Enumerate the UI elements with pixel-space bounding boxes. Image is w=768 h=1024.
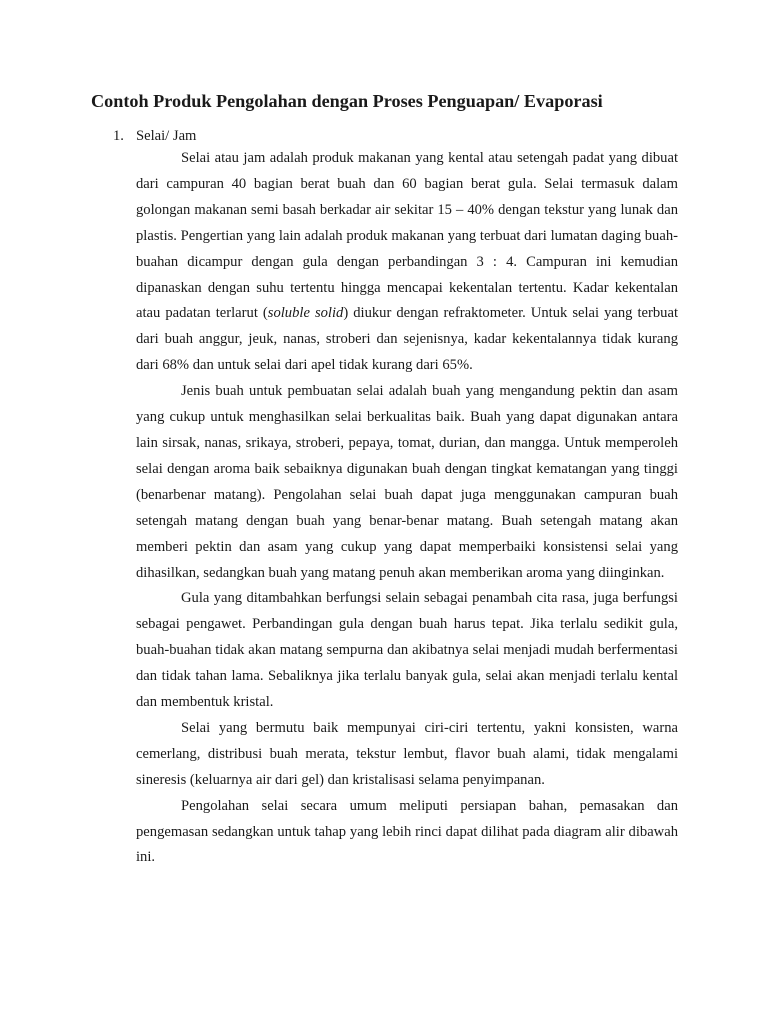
list-item-heading-text: Selai/ Jam [136, 128, 197, 144]
list-item-number: 1. [113, 128, 124, 144]
paragraph-3: Gula yang ditambahkan berfungsi selain sebagai penambah cita rasa, juga berfungsi sebagai pengawet. Perbandingan gula dengan buah harus tepat. Jika terlalu sedikit gula, buah-buahan tidak akan matang sempurna dan akibatnya selai menjadi mudah berfermentasi dan tidak tahan lama. Sebaliknya jika terlalu banyak gula, selai akan menjadi terlalu kental dan membentuk kristal. [136, 590, 678, 711]
document-title: Contoh Produk Pengolahan dengan Proses Penguapan/ Evaporasi [91, 91, 603, 111]
list-item-heading [113, 126, 196, 146]
paragraph-1-text-a: Selai atau jam adalah produk makanan yang kental atau setengah padat yang dibuat dari campuran 40 bagian berat buah dan 60 bagian berat gula. Selai termasuk dalam golongan makanan semi basah berkadar air sekitar 15 – 40% dengan tekstur yang lunak dan plastis. Pengertian yang lain adalah produk makanan yang terbuat dari lumatan daging buah-buahan dicampur dengan gula dengan perbandingan 3 : 4. Campuran ini kemudian dipanaskan dengan suhu tertentu hingga mencapai kekentalan tertentu. Kadar kekentalan atau padatan terlarut ( [136, 150, 678, 322]
paragraph-4: Selai yang bermutu baik mempunyai ciri-ciri tertentu, yakni konsisten, warna cemerlang, distribusi buah merata, tekstur lembut, flavor buah alami, tidak mengalami sineresis (keluarnya air dari gel) dan kristalisasi selama penyimpanan. [136, 719, 678, 788]
paragraph-2: Jenis buah untuk pembuatan selai adalah buah yang mengandung pektin dan asam yang cukup untuk menghasilkan selai berkualitas baik. Buah yang dapat digunakan antara lain sirsak, nanas, srikaya, stroberi, pepaya, tomat, durian, dan mangga. Untuk memperoleh selai dengan aroma baik sebaiknya digunakan buah dengan tingkat kematangan yang tinggi (benarbenar matang). Pengolahan selai buah dapat juga menggunakan campuran buah setengah matang dengan buah yang benar-benar matang. Buah setengah matang akan memberi pektin dan asam yang cukup yang dapat memperbaiki konsistensi selai yang dihasilkan, sedangkan buah yang matang penuh akan memberikan aroma yang diinginkan. [136, 383, 678, 581]
paragraph-5: Pengolahan selai secara umum meliputi persiapan bahan, pemasakan dan pengemasan sedangkan untuk tahap yang lebih rinci dapat dilihat pada diagram alir dibawah ini. [136, 797, 678, 866]
paragraph-1-text-b: ) diukur dengan refraktometer. Untuk selai yang terbuat dari buah anggur, jeuk, nanas, stroberi dan sejenisnya, kadar kekentalannya tidak kurang dari 68% dan untuk selai dari apel tidak kurang dari 65%. [136, 305, 679, 374]
body-text [136, 146, 678, 871]
paragraph-1 [136, 146, 678, 379]
paragraph-1-italic-term: soluble solid [267, 305, 344, 322]
